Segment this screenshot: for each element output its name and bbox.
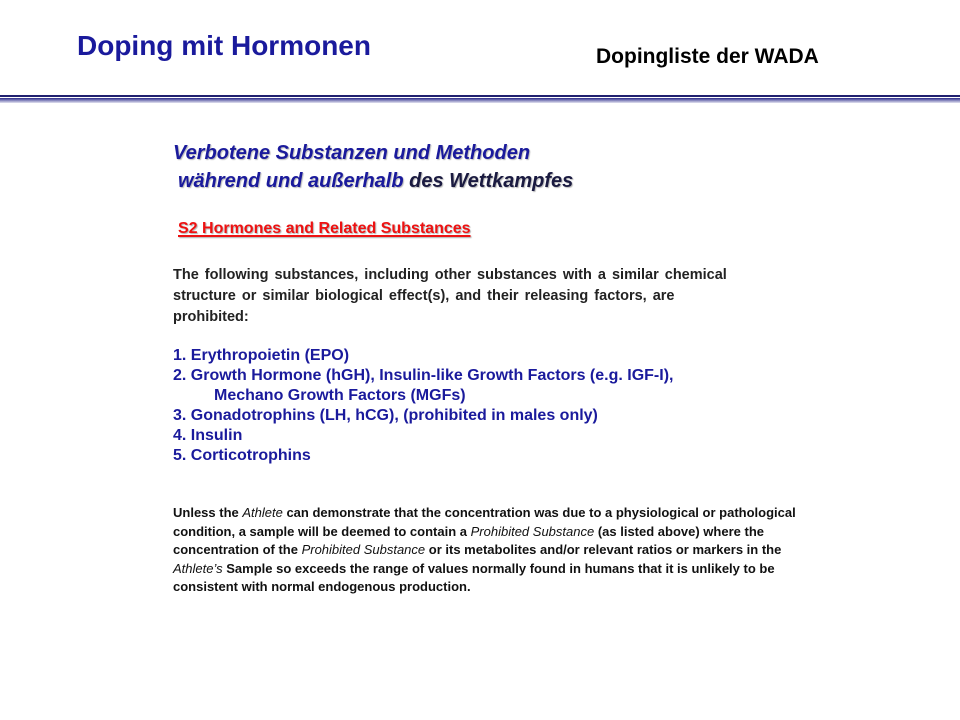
list-item-continuation: Mechano Growth Factors (MGFs) <box>214 387 466 404</box>
note-italic: Athlete <box>242 505 283 520</box>
note-text: Sample so exceeds the range of values normally found in humans that it is unlikely to be consistent with normal endogenous production. <box>173 560 775 594</box>
note-italic: Prohibited Substance <box>470 523 595 539</box>
list-item: 4. Insulin <box>173 427 243 444</box>
list-item: 2. Growth Hormone (hGH), Insulin-like Growth Factors (e.g. IGF-I), <box>173 367 674 384</box>
list-item: 3. Gonadotrophins (LH, hCG), (prohibited in males only) <box>173 407 598 424</box>
list-item: 1. Erythropoietin (EPO) <box>173 347 350 364</box>
note-italic: Athlete’s <box>173 560 223 576</box>
section-heading-line1: Verbotene Substanzen und Methoden <box>173 142 531 164</box>
note-paragraph <box>173 504 813 597</box>
list-item: 5. Corticotrophins <box>173 447 311 464</box>
intro-paragraph: The following substances, including other substances with a similar chemical structure or similar biological effect(s), and their releasing factors, are prohibited: <box>173 267 727 325</box>
page-subtitle: Dopingliste der WADA <box>596 45 819 68</box>
note-text: (as listed above) where the concentration of the <box>173 523 764 557</box>
note-italic: Prohibited Substance <box>301 542 426 557</box>
category-title: S2 Hormones and Related Substances <box>178 220 471 237</box>
page-title: Doping mit Hormonen <box>77 30 371 61</box>
header-divider <box>0 95 960 97</box>
note-text: can demonstrate that the concentration was due to a physiological or pathological condition, a sample will be deemed to contain a <box>173 505 796 539</box>
note-text: or its metabolites and/or relevant ratios or markers in the <box>425 542 782 557</box>
heading-line2-part1: während und außerhalb <box>178 170 404 192</box>
heading-line2-part2: des Wettkampfes <box>403 170 574 192</box>
header-divider-gradient <box>0 98 960 103</box>
section-heading-line2 <box>178 170 573 193</box>
substance-list <box>173 346 673 466</box>
note-text: Unless the <box>173 505 243 520</box>
